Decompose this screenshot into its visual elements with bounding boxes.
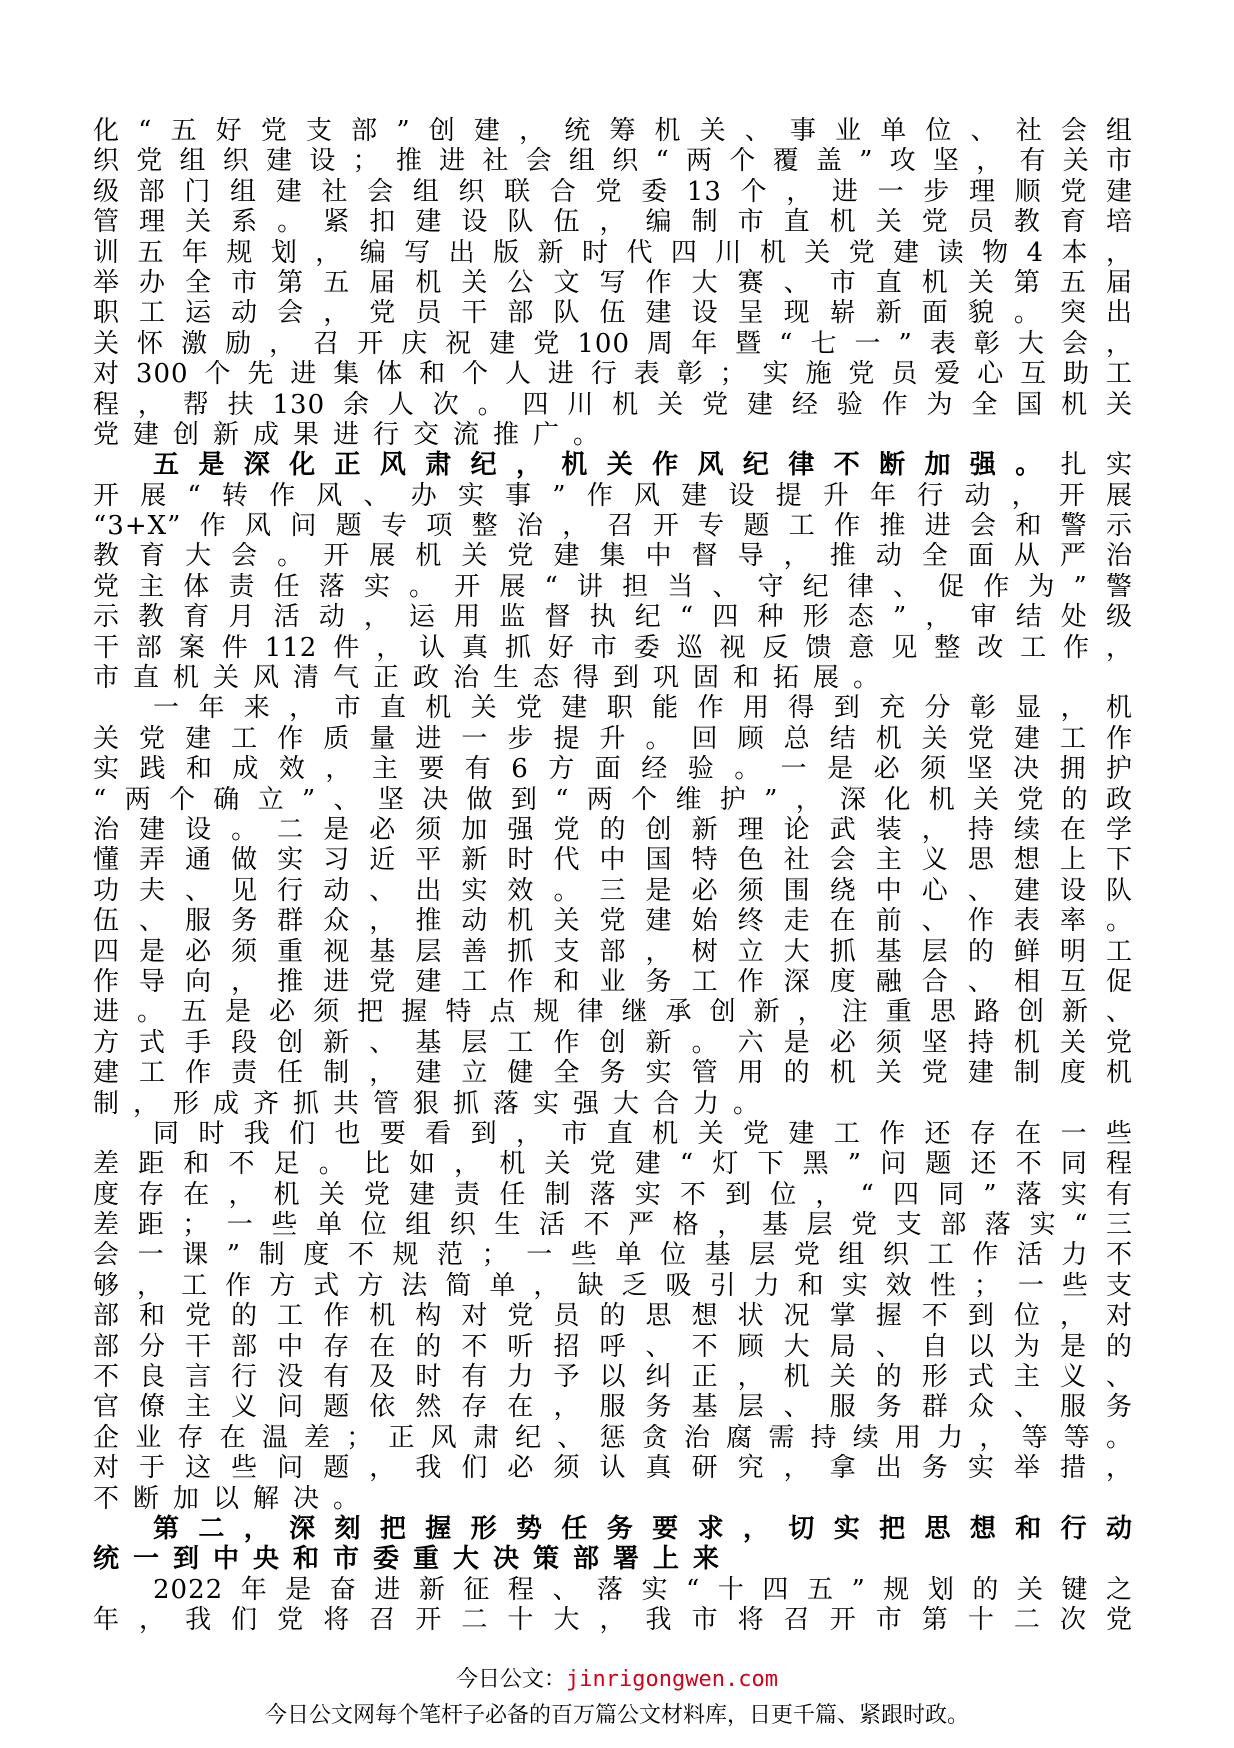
section-five-heading-line [93,450,1133,480]
text-line: 度存在，机关党建责任制落实不到位，“四同”落实有 [93,1179,1133,1210]
text-line: 织党组织建设；推进社会组织“两个覆盖”攻坚，有关市 [93,146,1133,177]
text-line: 不断加以解决。 [93,1483,374,1514]
text-line: 懂弄通做实习近平新时代中国特色社会主义思想上下 [93,845,1133,876]
document-body [93,116,1133,1636]
text-line: 职工运动会，党员干部队伍建设呈现崭新面貌。突出 [93,298,1133,329]
text-line: 官僚主义问题依然存在，服务基层、服务群众、服务 [93,1392,1133,1423]
text-line: 制，形成齐抓共管狠抓落实强大合力。 [93,1088,774,1119]
text-line: 建工作责任制，建立健全务实管用的机关党建制度机 [93,1058,1133,1089]
text-line: 作导向，推进党建工作和业务工作深度融合、相互促 [93,966,1133,997]
section-five-heading-rest: 扎实 [1060,450,1133,481]
text-line: 示教育月活动，运用监督执纪“四种形态”，审结处级 [93,602,1133,633]
text-line: 对300个先进集体和个人进行表彰；实施党员爱心互助工 [93,359,1133,390]
text-line: 年，我们党将召开二十大，我市将召开市第十二次党 [93,1605,1133,1636]
text-line: 差距；一些单位组织生活不严格，基层党支部落实“三 [93,1210,1133,1241]
text-line: 关怀激励，召开庆祝建党100周年暨“七一”表彰大会， [93,328,1133,359]
text-line: 关党建工作质量进一步提升。回顾总结机关党建工作 [93,723,1133,754]
text-line: 企业存在温差；正风肃纪、惩贪治腐需持续用力，等等。 [93,1422,1133,1453]
text-line: 举办全市第五届机关公文写作大赛、市直机关第五届 [93,267,1133,298]
text-line: 差距和不足。比如，机关党建“灯下黑”问题还不同程 [93,1149,1133,1180]
text-line: 功夫、见行动、出实效。三是必须围绕中心、建设队 [93,875,1133,906]
text-line: 治建设。二是必须加强党的创新理论武装，持续在学 [93,814,1133,845]
text-line: 会一课”制度不规范；一些单位基层党组织工作活力不 [93,1240,1133,1271]
text-line: 同时我们也要看到，市直机关党建工作还存在一些 [153,1118,1133,1149]
text-line: 干部案件112件，认真抓好市委巡视反馈意见整改工作， [93,632,1133,663]
section-two-heading-line: 第二，深刻把握形势任务要求，切实把思想和行动 [153,1513,1133,1544]
text-line: 方式手段创新、基层工作创新。六是必须坚持机关党 [93,1027,1133,1058]
footer-slogan: 今日公文网每个笔杆子必备的百万篇公文材料库，日更千篇、紧跟时政。 [264,1703,969,1728]
text-line: 不良言行没有及时有力予以纠正，机关的形式主义、 [93,1362,1133,1393]
text-line: 伍、服务群众，推动机关党建始终走在前、作表率。 [93,906,1133,937]
text-line: 实践和成效，主要有6方面经验。一是必须坚决拥护 [93,754,1133,785]
text-line: 部和党的工作机构对党员的思想状况掌握不到位，对 [93,1301,1133,1332]
text-line: 四是必须重视基层善抓支部，树立大抓基层的鲜明工 [93,936,1133,967]
text-line: 化“五好党支部”创建，统筹机关、事业单位、社会组 [93,116,1133,146]
text-line: 进。五是必须把握特点规律继承创新，注重思路创新、 [93,997,1133,1028]
text-line: 部分干部中存在的不听招呼、不顾大局、自以为是的 [93,1331,1133,1362]
text-line: 市直机关风清气正政治生态得到巩固和拓展。 [93,663,894,694]
text-line: 开展“转作风、办实事”作风建设提升年行动，开展 [93,480,1133,511]
footer-site-url[interactable]: jinrigongwen.com [566,1667,778,1692]
text-line: “两个确立”、坚决做到“两个维护”，深化机关党的政 [93,784,1133,815]
text-line: 训五年规划，编写出版新时代四川机关党建读物4本， [93,237,1133,268]
text-line: 2022年是奋进新征程、落实“十四五”规划的关键之 [153,1574,1133,1605]
text-line: 一年来，市直机关党建职能作用得到充分彰显，机 [153,693,1133,724]
text-line: “3+X”作风问题专项整治，召开专题工作推进会和警示 [93,511,1133,542]
footer-site-label: 今日公文： [456,1667,567,1692]
text-line: 教育大会。开展机关党建集中督导，推动全面从严治 [93,541,1133,572]
text-line: 对于这些问题，我们必须认真研究，拿出务实举措， [93,1453,1133,1484]
section-two-heading-line: 统一到中央和市委重大决策部署上来 [93,1544,734,1575]
text-line: 级部门组建社会组织联合党委13个，进一步理顺党建 [93,176,1133,207]
section-five-heading-bold: 五是深化正风肃纪，机关作风纪律不断加强。 [153,450,1061,481]
text-line: 程，帮扶130余人次。四川机关党建经验作为全国机关 [93,389,1133,420]
text-line: 党主体责任落实。开展“讲担当、守纪律、促作为”警 [93,571,1133,602]
text-line: 够，工作方式方法简单，缺乏吸引力和实效性；一些支 [93,1270,1133,1301]
text-line: 管理关系。紧扣建设队伍，编制市直机关党员教育培 [93,207,1133,238]
footer-site-line [0,1662,1234,1693]
text-line: 党建创新成果进行交流推广。 [93,419,614,450]
